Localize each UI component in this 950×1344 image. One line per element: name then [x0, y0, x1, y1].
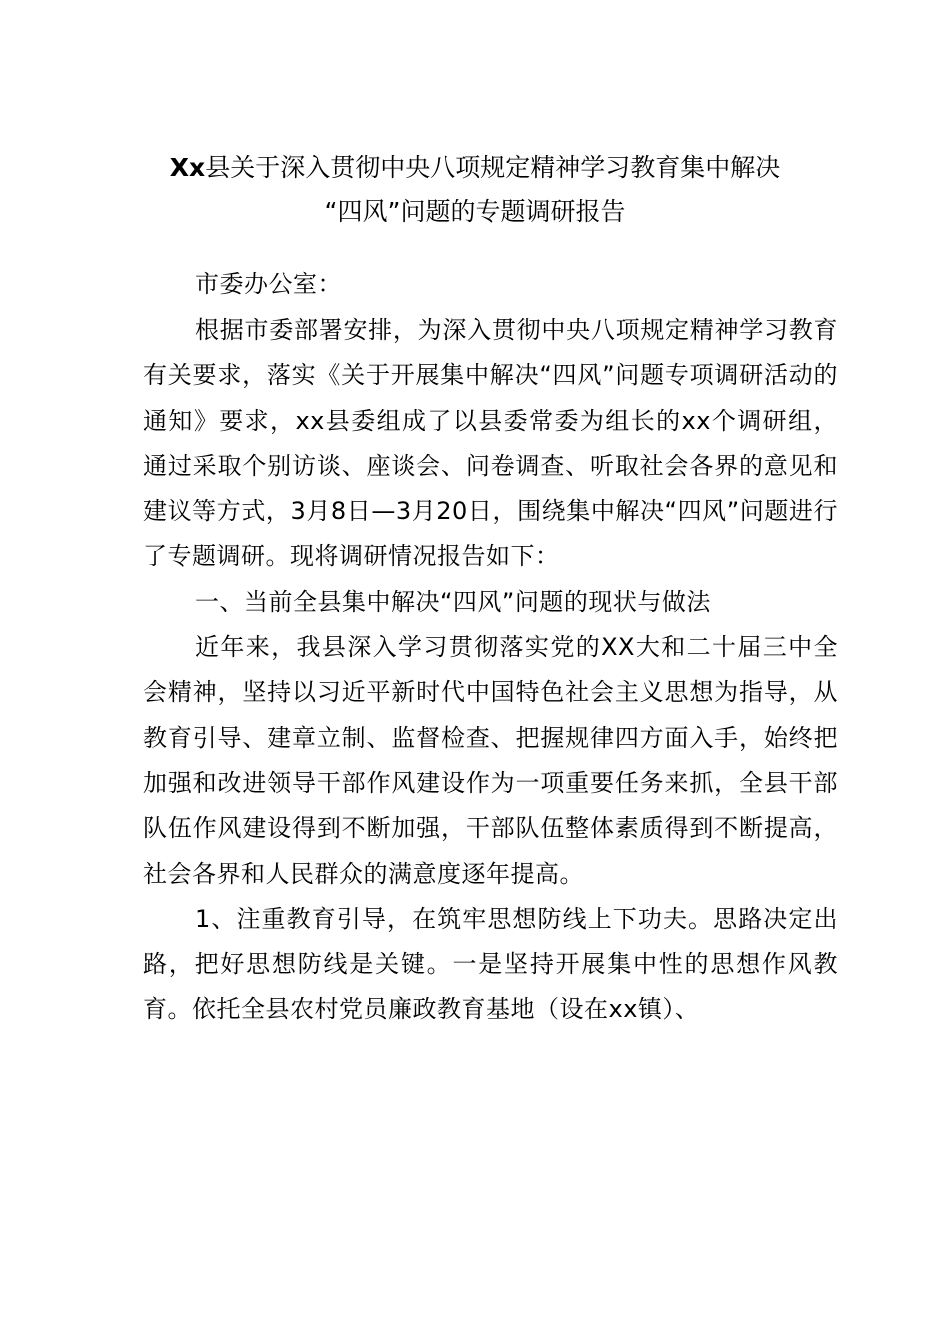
paragraph-overview: 近年来，我县深入学习贯彻落实党的XX大和二十届三中全会精神，坚持以习近平新时代中国特色社会主义思想为指导，从教育引导、建章立制、监督检查、把握规律四方面入手，始终把加强和改进领导干部作风建设作为一项重要任务来抓，全县干部队伍作风建设得到不断加强，干部队伍整体素质得到不断提高，社会各界和人民群众的满意度逐年提高。	[143, 633, 838, 888]
document-body	[143, 308, 838, 1033]
document-title-line-2: “四风”问题的专题调研报告	[324, 197, 626, 226]
section-heading-1: 一、当前全县集中解决“四风”问题的现状与做法	[195, 587, 711, 616]
salutation	[143, 262, 838, 307]
salutation-text: 市委办公室：	[195, 270, 342, 298]
paragraph-intro: 根据市委部署安排，为深入贯彻中央八项规定精神学习教育有关要求，落实《关于开展集中解决“四风”问题专项调研活动的通知》要求，xx县委组成了以县委常委为组长的xx个调研组，通过采取个别访谈、座谈会、问卷调查、听取社会各界的意见和建议等方式，3月8日—3月20日，围绕集中解决“四风”问题进行了专题调研。现将调研情况报告如下：	[143, 316, 838, 571]
document-title-line-1: Xx县关于深入贯彻中央八项规定精神学习教育集中解决	[169, 153, 781, 182]
title-county-prefix: Xx	[169, 153, 206, 182]
paragraph-item-1: 1、注重教育引导，在筑牢思想防线上下功夫。思路决定出路，把好思想防线是关键。一是坚持开展集中性的思想作风教育。依托全县农村党员廉政教育基地（设在xx镇）、	[143, 904, 838, 1024]
